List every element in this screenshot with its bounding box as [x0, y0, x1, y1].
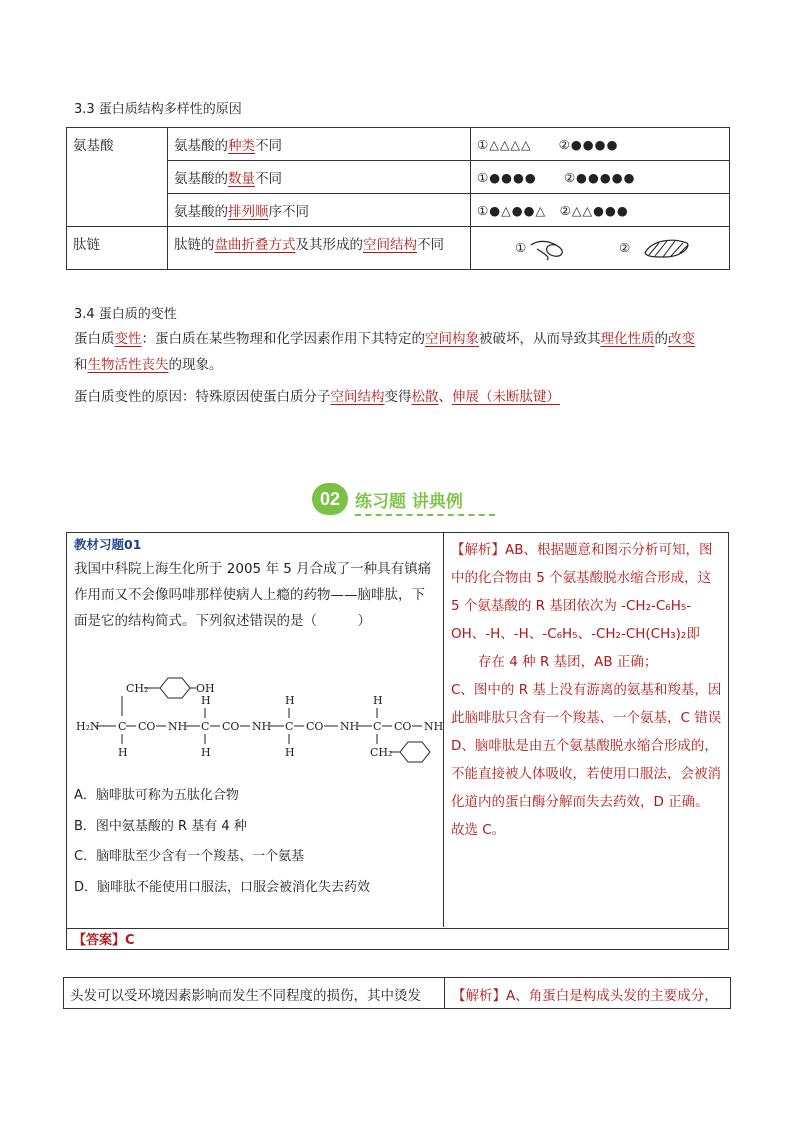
peptide-fold-cell: [471, 227, 730, 270]
banner-underline: [355, 514, 495, 516]
co-label: CO: [306, 720, 324, 733]
shape-cell: ①●●●● ②●●●●●: [471, 161, 730, 194]
section-title-3-3: 3.3 蛋白质结构多样性的原因: [74, 102, 242, 117]
h-label: H: [118, 746, 128, 759]
marker-2: ②: [619, 240, 631, 255]
next-question-divider: [444, 977, 445, 1008]
benzene-ring-icon: [400, 742, 430, 762]
nh-label: NH: [168, 720, 188, 733]
c-label: C: [118, 720, 127, 733]
folded-chain-icon: [529, 235, 569, 261]
marker-1: ①: [515, 240, 527, 255]
analysis-para: 【解析】AB、根据题意和图示分析可知，图中的化合物由 5 个氨基酸脱水缩合形成，这 5 个氨基酸的 R 基团依次为 -CH₂-C₆H₅-OH、-H、-H、-C₆H₅、-CH₂-CH(CH₃)₂即: [451, 542, 713, 642]
nh-label: NH: [252, 720, 272, 733]
h-label: H: [201, 694, 211, 707]
group-cell: 肽链: [67, 227, 168, 270]
h2n-label: H₂N: [76, 720, 100, 733]
c-label: C: [285, 720, 294, 733]
exercise-title: 教材习题01: [74, 537, 142, 552]
next-analysis-text: 【解析】A、角蛋白是构成头发的主要成分，: [452, 988, 718, 1004]
h-label: H: [285, 746, 295, 759]
analysis-panel: [451, 536, 723, 844]
h-label: H: [201, 746, 211, 759]
section-title-3-4: 3.4 蛋白质的变性: [74, 307, 177, 322]
banner-number: 02: [312, 483, 348, 515]
answer-box: [66, 927, 729, 950]
co-label: CO: [138, 720, 156, 733]
reason-cell: 肽链的盘曲折叠方式及其形成的空间结构不同: [168, 227, 471, 270]
analysis-para: 故选 C。: [451, 822, 506, 838]
option-a: A．脑啡肽可称为五肽化合物: [74, 788, 239, 803]
co-label: CO: [394, 720, 412, 733]
option-d: D．脑啡肽不能使用口服法，口服会被消化失去药效: [74, 880, 371, 895]
shape-cell: ①●△●●△ ②△△●●●: [471, 194, 730, 227]
enkephalin-structure: [72, 672, 444, 768]
denaturation-cause: 蛋白质变性的原因：特殊原因使蛋白质分子空间结构变得松散、伸展（未断肽键）: [74, 389, 560, 405]
answer-text: 【答案】C: [73, 933, 135, 948]
co-label: CO: [222, 720, 240, 733]
c-label: C: [201, 720, 210, 733]
ch2-label: CH₂: [370, 746, 393, 759]
analysis-para: D、脑啡肽是由五个氨基酸脱水缩合形成的，不能直接被人体吸收，若使用口服法，会被消化道内的蛋白酶分解而失去药效，D 正确。: [451, 738, 721, 810]
folded-sheet-icon: [641, 235, 693, 261]
h-label: H: [373, 694, 383, 707]
nh-end-label: NH: [424, 720, 444, 733]
oh-label: OH: [196, 682, 215, 695]
shape-cell: ①△△△△ ②●●●●: [471, 128, 730, 161]
question-text: 我国中科院上海生化所于 2005 年 5 月合成了一种具有镇痛作用而又不会像吗啡那样使病人上瘾的药物——脑啡肽，下面是它的结构简式。下列叙述错误的是（ ）: [74, 561, 432, 629]
analysis-para: C、图中的 R 基上没有游离的氨基和羧基，因此脑啡肽只含有一个羧基、一个氨基，C 错误: [451, 682, 722, 726]
analysis-para: 存在 4 种 R 基团，AB 正确；: [451, 654, 658, 670]
reason-cell: 氨基酸的数量不同: [168, 161, 471, 194]
c-label: C: [373, 720, 382, 733]
h-label: H: [285, 694, 295, 707]
banner-title: 练习题 讲典例: [355, 492, 463, 512]
nh-label: NH: [340, 720, 360, 733]
ch2-label: CH₂: [126, 682, 149, 695]
group-cell: 氨基酸: [67, 128, 168, 227]
table-row: [67, 128, 730, 161]
reason-cell: 氨基酸的种类不同: [168, 128, 471, 161]
benzene-ring-icon: [160, 678, 190, 698]
option-c: C．脑啡肽至少含有一个羧基、一个氨基: [74, 849, 305, 864]
section-banner: [312, 483, 492, 517]
table-row: [67, 227, 730, 270]
option-b: B．图中氨基酸的 R 基有 4 种: [74, 819, 247, 834]
structure-diversity-table: [66, 127, 730, 270]
reason-cell: 氨基酸的排列顺序不同: [168, 194, 471, 227]
denaturation-definition: 蛋白质变性：蛋白质在某些物理和化学因素作用下其特定的空间构象被破坏，从而导致其理化性质的改变 和生物活性丧失的现象。: [74, 331, 695, 373]
next-question-text: 头发可以受环境因素影响而发生不同程度的损伤，其中烫发: [70, 988, 421, 1004]
